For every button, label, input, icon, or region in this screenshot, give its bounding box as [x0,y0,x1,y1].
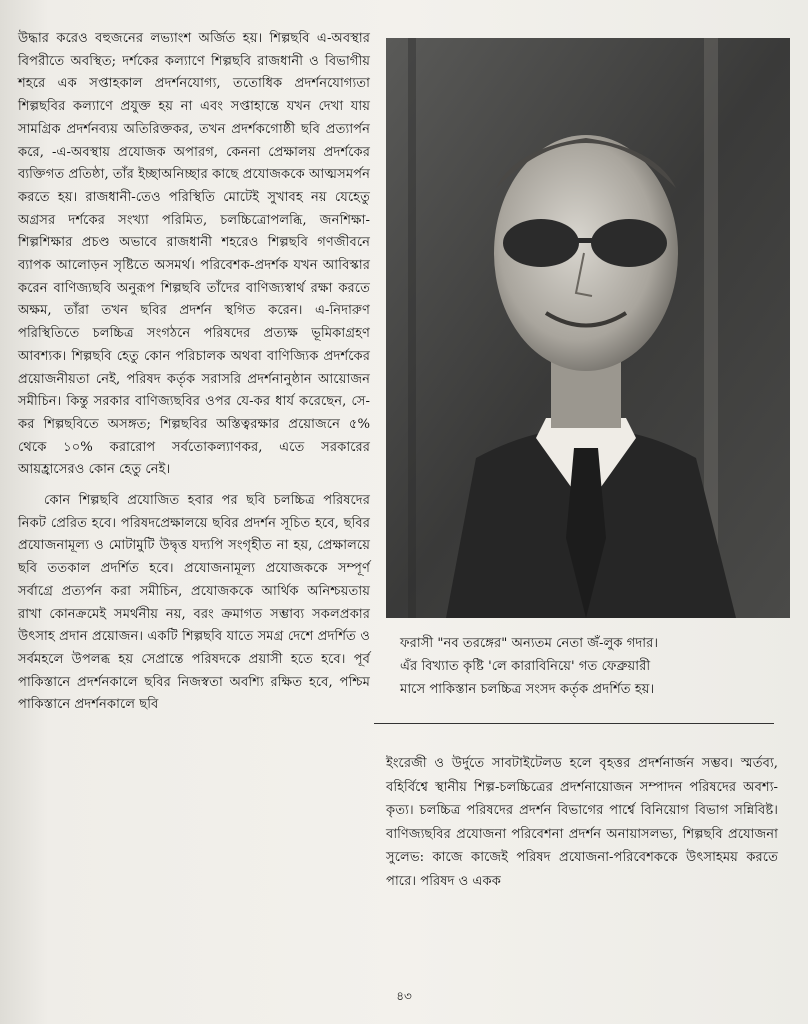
right-text-column [386,752,778,893]
photo-caption [400,632,780,701]
body-paragraph: কোন শিল্পছবি প্রযোজিত হবার পর ছবি চলচ্চিত্র পরিষদের নিকট প্রেরিত হবে। পরিষদপ্রেক্ষালয়ে ছবির প্রদর্শন সূচিত হবে, ছবির প্রযোজনামূল্য ও মোটামুটি উদ্বৃত্ত যদ্যপি সংগৃহীত না হয়, প্রেক্ষালয়ে ছবি ততকাল প্রদর্শিত হবে। প্রযোজনামূল্য প্রযোজককে সম্পূর্ণ সর্বাগ্রে প্রত্যর্পন করা সমীচিন, প্রযোজককে আর্থিক অনিশ্চয়তায় রাখা কোনক্রমেই সমর্থনীয় নয়, বরং ক্রমাগত সম্ভাব্য সকলপ্রকার উৎসাহ প্রদান প্রয়োজন। একটি শিল্পছবি যাতে সমগ্র দেশে প্রদর্শিত ও সর্বমহলে উপলব্ধ হয় সেপ্রান্তে পরিষদকে প্রয়াসী হতে হবে। পূর্ব পাকিস্তানে প্রদর্শনকালে ছবির নিজস্বতা অবশ্যি রক্ষিত হবে, পশ্চিম পাকিস্তানে প্রদর্শনকালে ছবি [18,493,370,713]
body-paragraph: ইংরেজী ও উর্দুতে সাবটাইটেলড হলে বৃহত্তর প্রদর্শনার্জন সম্ভব। স্মর্তব্য, বহির্বিশ্বে স্থানীয় শিল্প-চলচ্চিত্রের প্রদর্শনায়োজন সম্পাদন পরিষদের অবশ্য-কৃত্য। চলচ্চিত্র পরিষদের প্রদর্শন বিভাগের পার্শ্বে বিনিয়োগ বিভাগ সন্নিবিষ্ট। বাণিজ্যছবির প্রযোজনা পরিবেশনা প্রদর্শন অনায়াসলভ্য, শিল্পছবি প্রযোজনা সুলেভ: কাজে কাজেই পরিষদ প্রযোজনা-পরিবেশককে উৎসাহময় করতে পারে। পরিষদ ও একক [386,756,778,889]
page-number: ৪৩ [396,989,412,1003]
left-text-column [18,28,370,717]
portrait-photo [386,38,790,618]
body-paragraph: উদ্ধার করেও বহুজনের লভ্যাংশ অর্জিত হয়। শিল্পছবি এ-অবস্থার বিপরীতে অবস্থিত; দর্শকের কল্যাণে শিল্পছবি রাজধানী ও বিভাগীয় শহরে এক সপ্তাহকাল প্রদর্শনযোগ্য, ততোধিক প্রদর্শনযোগ্যতা শিল্পছবির কল্যাণে প্রযুক্ত হয় না এবং সপ্তাহান্তে যখন দেখা যায় সামগ্রিক প্রদর্শনব্যয় অতিরিক্তকর, তখন প্রদর্শকগোষ্ঠী ছবি প্রত্যার্পন করে, -এ-অবস্থায় প্রযোজক অপারগ, কেননা প্রেক্ষালয় প্রদর্শকের ব্যক্তিগত প্রতিষ্ঠা, তাঁর ইচ্ছাঅনিচ্ছার কাছে প্রযোজককে আত্মসমর্পন করতে হয়। রাজধানী-তেও পরিস্থিতি মোটেই সুখাবহ নয় যেহেতু অগ্রসর দর্শকের সংখ্যা পরিমিত, চলচ্চিত্রোপলব্ধি, জনশিক্ষা-শিল্পশিক্ষার প্রচণ্ড অভাবে রাজধানী শহরেও শিল্পছবি গণজীবনে ব্যাপক আলোড়ন সৃষ্টিতে অসমর্থ। পরিবেশক-প্রদর্শক যখন আবিস্কার করেন বাণিজ্যছবি অনুরূপ শিল্পছবি তাঁদের বাণিজ্যস্বার্থ রক্ষা করতে অক্ষম, তাঁরা তখন ছবির প্রদর্শন স্থগিত করেন। এ-নিদারুণ পরিস্থিতিতে চলচ্চিত্র সংগঠনে পরিষদের প্রত্যক্ষ ভূমিকাগ্রহণ আবশ্যক। শিল্পছবি হেতু কোন পরিচালক অথবা বাণিজ্যিক প্রদর্শকের প্রয়োজনীয়তা নেই, পরিষদ কর্তৃক সরাসরি প্রদর্শনানুষ্ঠান আয়োজন সমীচিন। কিন্তু সরকার বাণিজ্যছবির ওপর যে-কর ধার্য করেছেন, সে-কর শিল্পছবিতে অসঙ্গত; শিল্পছবির অস্তিত্বরক্ষার প্রয়োজনে ৫% থেকে ১০% করারোপ সর্বতোকল্যাণকর, এতে সরকারের আয়হ্রাসেরও কোন হেতু নেই। [18,31,370,478]
caption-line: মাসে পাকিস্তান চলচ্চিত্র সংসদ কর্তৃক প্রদর্শিত হয়। [400,682,655,697]
portrait-illustration [386,38,790,618]
section-divider [374,723,774,724]
caption-line: এঁর বিখ্যাত কৃষ্টি 'লে কারাবিনিয়ে' গত ফেব্রুয়ারী [400,659,651,674]
caption-line: ফরাসী "নব তরঙ্গের" অন্যতম নেতা জঁ-লুক গদার। [400,636,659,651]
